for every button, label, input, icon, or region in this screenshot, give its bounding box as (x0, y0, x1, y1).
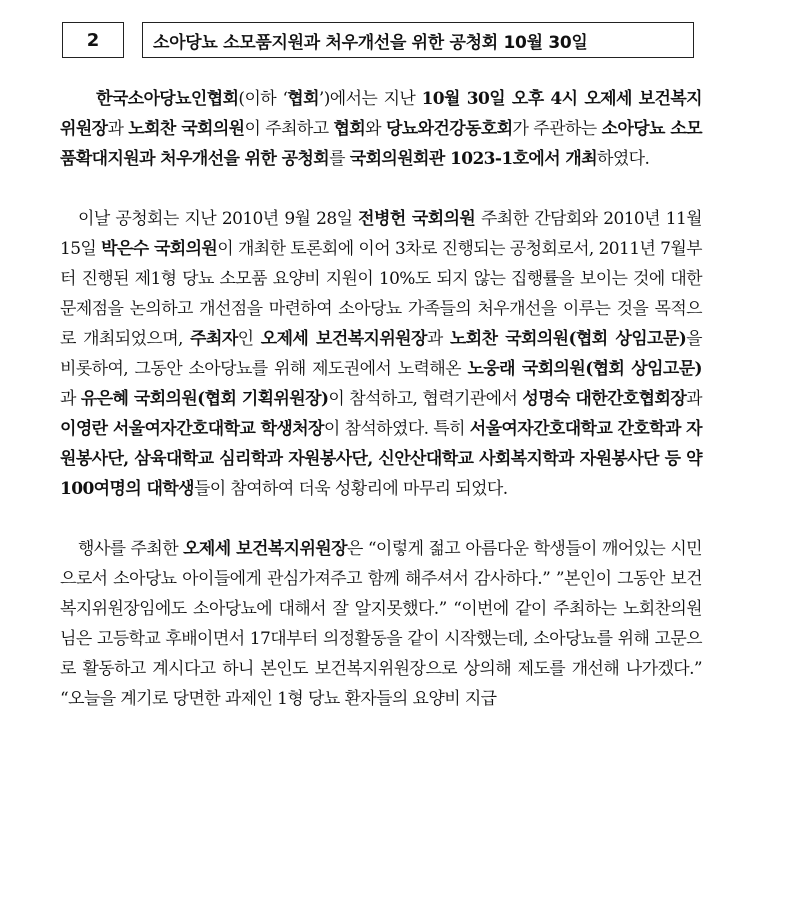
body-text: 이 참석하고, 협력기관에서 (328, 389, 523, 409)
article-body (60, 84, 702, 714)
body-text: 과 (60, 389, 81, 409)
body-text: (이하 ‘ (238, 89, 288, 109)
section-number: 2 (62, 22, 124, 58)
bold-text: 협회 (287, 89, 319, 109)
body-text: 이 개최한 토론회에 이어 3차로 진행되는 공청회로서, 2011년 7월부터 진행된 제1형 당뇨 소모품 요양비 지원이 10%도 되지 않는 집행률을 보이는 것에 대한 문제점을 논의하고 개선점을 마련하여 소아당뇨 가족들의 처우개선을 이루는 것을 목적으로 개최되었으며, (60, 239, 702, 349)
paragraph-3 (60, 534, 702, 714)
bold-text: 당뇨와건강동호회 (385, 119, 513, 139)
bold-text: 10월 30일 오후 4시 오제세 보건복지위원장 (60, 89, 702, 139)
body-text: 이 참석하였다. 특히 (323, 419, 470, 439)
body-text: 이 주최하고 (244, 119, 334, 139)
bold-text: 전병헌 국회의원 (358, 209, 476, 229)
bold-text: 협회 (333, 119, 366, 139)
body-text: 은 “이렇게 젊고 아름다운 학생들이 깨어있는 시민으로서 소아당뇨 아이들에게 관심가져주고 함께 해주셔서 감사하다.” ”본인이 그동안 보건복지위원장임에도 소아당뇨에 대해서 잘 알지못했다.” “이번에 같이 주최하는 노회찬의원님은 고등학교 후배이면서 17대부터 의정활동을 같이 시작했는데, 소아당뇨를 위해 고문으로 활동하고 계시다고 하니 본인도 보건복지위원장으로 상의해 제도를 개선해 나가겠다.” “오늘을 계기로 당면한 과제인 1형 당뇨 환자들의 요양비 지급 (60, 539, 702, 709)
bold-text: 주최자 (190, 329, 238, 349)
bold-text: 소아당뇨 소모품확대지원과 처우개선을 위한 공청회 (60, 119, 702, 169)
bold-text: 노회찬 국회의원 (128, 119, 245, 139)
body-text: ’)에서는 지난 (318, 89, 422, 109)
body-text: 가 주관하는 (512, 119, 602, 139)
body-text: 주최한 간담회와 2010년 11월 15일 (60, 209, 702, 259)
body-text: 을 비롯하여, 그동안 소아당뇨를 위해 제도권에서 노력해온 (60, 329, 702, 379)
bold-text: 이영란 서울여자간호대학교 학생처장 (60, 419, 324, 439)
body-text: 행사를 주최한 (78, 539, 184, 559)
bold-text: 한국소아당뇨인협회 (96, 89, 239, 109)
bold-text: 오제세 보건복지위원장 (260, 329, 427, 349)
bold-text: 국회의원회관 1023-1호에서 개최 (349, 149, 598, 169)
body-text: 이날 공청회는 지난 2010년 9월 28일 (78, 209, 359, 229)
paragraph-2 (60, 204, 702, 504)
section-title: 소아당뇨 소모품지원과 처우개선을 위한 공청회 10월 30일 (142, 22, 694, 58)
body-text: 를 (329, 149, 350, 169)
bold-text: 성명숙 대한간호협회장 (522, 389, 687, 409)
bold-text: 박은수 국회의원 (101, 239, 218, 259)
bold-text: 서울여자간호대학교 간호학과 자원봉사단, 삼육대학교 심리학과 자원봉사단, 신안산대학교 사회복지학과 자원봉사단 등 약 100여명의 대학생 (60, 419, 702, 499)
bold-text: 유은혜 국회의원(협회 기획위원장) (80, 389, 329, 409)
bold-text: 노웅래 국회의원(협회 상임고문) (467, 359, 702, 379)
body-text: 과 (426, 329, 450, 349)
body-text: 과 (686, 389, 702, 409)
body-text: 과 (107, 119, 129, 139)
bold-text: 오제세 보건복지위원장 (183, 539, 347, 559)
bold-text: 노회찬 국회의원(협회 상임고문) (449, 329, 687, 349)
body-text: 와 (365, 119, 386, 139)
paragraph-1 (60, 84, 702, 174)
body-text: 인 (237, 329, 261, 349)
body-text: 들이 참여하여 더욱 성황리에 마무리 되었다. (193, 479, 508, 499)
body-text: 하였다. (597, 149, 650, 169)
